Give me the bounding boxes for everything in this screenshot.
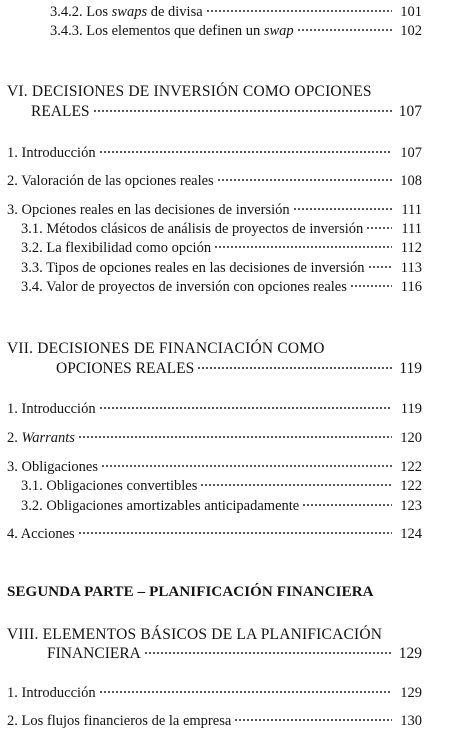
toc-page-number: 119	[400, 401, 422, 417]
dot-leader	[99, 150, 392, 154]
toc-page-number: 130	[400, 713, 422, 729]
toc-entry-7-3-2: 3.2. Obligaciones amortizables anticipadamente 123	[21, 498, 422, 514]
chapter-6-title-line1: VI. DECISIONES DE INVERSIÓN COMO OPCIONES	[7, 83, 372, 100]
dot-leader	[214, 245, 392, 249]
toc-page-number: 107	[400, 145, 422, 161]
dot-leader	[234, 718, 392, 722]
dot-leader	[368, 265, 392, 269]
toc-entry-6-2: 2. Valoración de las opciones reales 108	[7, 173, 422, 189]
dot-leader	[200, 483, 392, 487]
dot-leader	[297, 28, 392, 32]
chapter-8-title-line2: FINANCIERA 129	[47, 645, 422, 662]
dot-leader	[93, 109, 392, 113]
toc-page-number: 116	[400, 279, 422, 295]
toc-entry-3-4-2	[50, 4, 422, 21]
toc-page-number: 129	[400, 685, 422, 701]
toc-page-number: 119	[399, 360, 422, 377]
toc-entry-6-3-3: 3.3. Tipos de opciones reales en las decisiones de inversión 113	[21, 260, 422, 276]
toc-page-number: 122	[400, 459, 422, 475]
toc-entry-3-4-3	[50, 23, 422, 40]
dot-leader	[366, 226, 392, 230]
toc-entry-6-3: 3. Opciones reales en las decisiones de inversión 111	[7, 202, 422, 218]
toc-entry-6-3-1: 3.1. Métodos clásicos de análisis de proyectos de inversión 111	[21, 221, 422, 237]
toc-page-number: 112	[400, 240, 422, 256]
toc-page-number: 108	[400, 173, 422, 189]
toc-entry-7-2: 2. Warrants 120	[7, 430, 422, 446]
toc-entry-8-1: 1. Introducción 129	[7, 685, 422, 701]
part-2-title: SEGUNDA PARTE – PLANIFICACIÓN FINANCIERA	[7, 584, 374, 600]
toc-page-number: 113	[400, 260, 422, 276]
toc-page-number: 120	[400, 430, 422, 446]
toc-entry-6-1: 1. Introducción 107	[7, 145, 422, 161]
toc-page-number: 124	[400, 526, 422, 542]
dot-leader	[197, 366, 392, 370]
dot-leader	[144, 651, 392, 655]
toc-entry-6-3-2: 3.2. La flexibilidad como opción 112	[21, 240, 422, 256]
dot-leader	[101, 464, 392, 468]
dot-leader	[206, 9, 392, 13]
toc-page-number: 102	[400, 23, 422, 39]
toc-entry-7-3: 3. Obligaciones 122	[7, 459, 422, 475]
toc-entry-8-2: 2. Los flujos financieros de la empresa 130	[7, 713, 422, 729]
dot-leader	[99, 690, 392, 694]
toc-entry-6-3-4: 3.4. Valor de proyectos de inversión con opciones reales 116	[21, 279, 422, 295]
toc-entry-7-4: 4. Acciones 124	[7, 526, 422, 542]
toc-entry-7-3-1: 3.1. Obligaciones convertibles 122	[21, 478, 422, 494]
chapter-8-title-line1: VIII. ELEMENTOS BÁSICOS DE LA PLANIFICACIÓN	[7, 626, 383, 643]
toc-page-number: 101	[400, 4, 422, 20]
chapter-7-title-line1: VII. DECISIONES DE FINANCIACIÓN COMO	[7, 340, 325, 357]
chapter-6-title-line2: REALES 107	[31, 103, 422, 120]
dot-leader	[78, 435, 392, 439]
chapter-7-title-line2: OPCIONES REALES 119	[56, 360, 422, 377]
dot-leader	[350, 284, 392, 288]
toc-entry-label: 3.4.3. Los elementos que definen un swap	[50, 23, 294, 39]
toc-page-number: 129	[398, 645, 422, 662]
toc-page-number: 111	[401, 202, 422, 218]
dot-leader	[293, 207, 392, 211]
toc-page-number: 122	[400, 478, 422, 494]
dot-leader	[78, 531, 392, 535]
toc-page-number: 123	[400, 498, 422, 514]
toc-page-number: 111	[401, 221, 422, 237]
dot-leader	[217, 178, 392, 182]
toc-page-number: 107	[398, 103, 422, 120]
toc-entry-7-1: 1. Introducción 119	[7, 401, 422, 417]
toc-entry-label: 3.4.2. Los swaps de divisa	[50, 4, 203, 20]
dot-leader	[302, 503, 392, 507]
dot-leader	[99, 406, 392, 410]
